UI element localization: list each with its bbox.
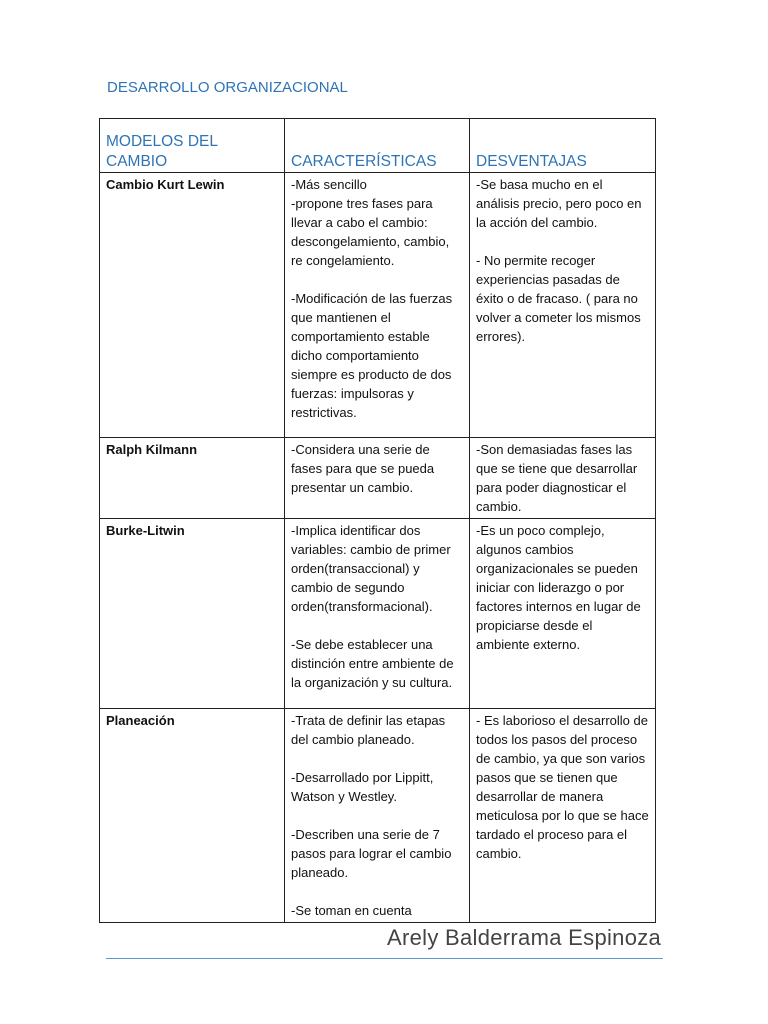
table-header-row <box>100 119 656 173</box>
disadvantage-text: -Es un poco complejo, algunos cambios organizacionales se pueden iniciar con liderazgo o por factores internos en lugar de propiciarse desde el ambiente externo. <box>476 523 641 652</box>
characteristics-cell <box>285 519 470 709</box>
characteristic-text: -Se debe establecer una distinción entre ambiente de la organización y su cultura. <box>291 637 454 690</box>
characteristic-text: -Trata de definir las etapas del cambio planeado. <box>291 713 446 747</box>
header-models: MODELOS DEL CAMBIO <box>100 119 285 173</box>
disadvantage-text: - Es laborioso el desarrollo de todos los pasos del proceso de cambio, ya que son varios pasos que se tienen que desarrollar de manera meticulosa por lo que se hace tardado el proceso para el cambio. <box>476 713 649 861</box>
header-characteristics: CARACTERÍSTICAS <box>285 119 470 173</box>
disadvantages-cell <box>470 519 656 709</box>
disadvantages-cell <box>470 438 656 519</box>
disadvantages-cell <box>470 173 656 438</box>
change-models-table <box>99 118 656 923</box>
disadvantage-text: -Se basa mucho en el análisis precio, pero poco en la acción del cambio. <box>476 177 642 230</box>
model-name: Ralph Kilmann <box>100 438 285 519</box>
footer-author: Arely Balderrama Espinoza <box>387 925 662 950</box>
characteristics-cell <box>285 709 470 923</box>
model-name: Planeación <box>100 709 285 923</box>
disadvantage-text: -Son demasiadas fases las que se tiene que desarrollar para poder diagnosticar el cambio. <box>476 442 638 514</box>
model-name: Burke-Litwin <box>100 519 285 709</box>
table-row <box>100 519 656 709</box>
document-title: DESARROLLO ORGANIZACIONAL <box>107 79 348 96</box>
disadvantages-cell <box>470 709 656 923</box>
characteristic-text: -Más sencillo -propone tres fases para llevar a cabo el cambio: descongelamiento, cambio, re congelamiento. <box>291 177 450 268</box>
characteristic-text: -Se toman en cuenta <box>291 903 412 918</box>
characteristic-text: -Desarrollado por Lippitt, Watson y Westley. <box>291 770 434 804</box>
characteristic-text: -Describen una serie de 7 pasos para lograr el cambio planeado. <box>291 827 452 880</box>
table-row <box>100 173 656 438</box>
characteristics-cell <box>285 438 470 519</box>
characteristic-text: -Considera una serie de fases para que se pueda presentar un cambio. <box>291 442 435 495</box>
footer-divider <box>106 958 663 959</box>
table-row <box>100 438 656 519</box>
characteristic-text: -Modificación de las fuerzas que mantienen el comportamiento estable dicho comportamiento siempre es producto de dos fuerzas: impulsoras y restrictivas. <box>291 291 453 420</box>
table-row <box>100 709 656 923</box>
model-name: Cambio Kurt Lewin <box>100 173 285 438</box>
header-disadvantages: DESVENTAJAS <box>470 119 656 173</box>
characteristics-cell <box>285 173 470 438</box>
characteristic-text: -Implica identificar dos variables: cambio de primer orden(transaccional) y cambio de segundo orden(transformacional). <box>291 523 451 614</box>
disadvantage-text: - No permite recoger experiencias pasadas de éxito o de fracaso. ( para no volver a cometer los mismos errores). <box>476 253 641 344</box>
